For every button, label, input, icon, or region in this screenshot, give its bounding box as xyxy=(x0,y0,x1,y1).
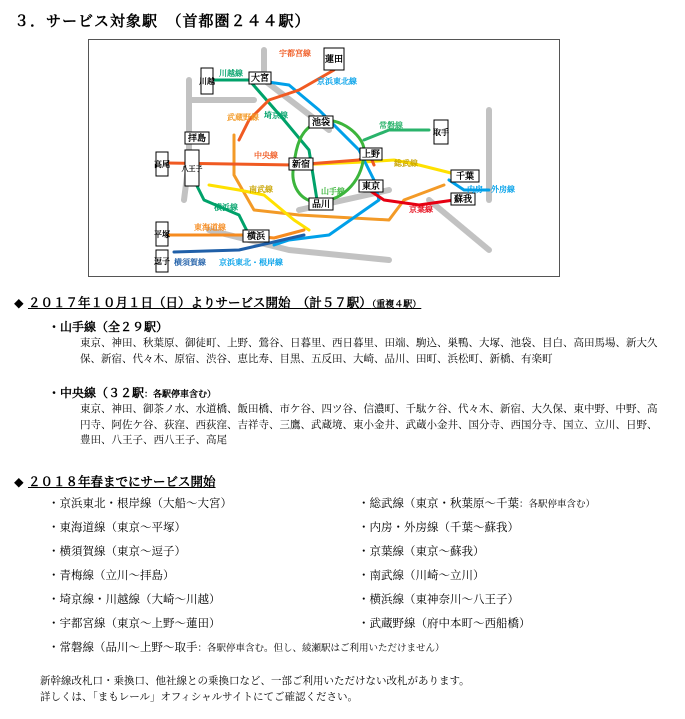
yamanote-stations: 東京、神田、秋葉原、御徒町、上野、鶯谷、日暮里、西日暮里、田端、駒込、巣鴨、大塚、池袋、目白、高田馬場、新大久保、新宿、代々木、原宿、渋谷、恵比寿、目黒、五反田、大崎、品川、田町、浜松町、新橋、有楽町 xyxy=(80,337,658,365)
route-left-5: ・宇都宮線（東京～上野～蓮田） xyxy=(48,616,221,630)
label-yamanote: 山手線 xyxy=(321,187,345,196)
section1-heading xyxy=(14,293,421,311)
joban-line xyxy=(364,130,429,140)
route-left-1: ・東海道線（東京～平塚） xyxy=(48,520,186,534)
yamanote-heading: ・山手線（全２９駅） xyxy=(48,320,169,334)
route-joban-note: ：各駅停車含む。但し、綾瀬駅はご利用いただけません） xyxy=(197,643,445,654)
chuo-stations: 東京、神田、御茶ノ水、水道橋、飯田橋、市ケ谷、四ツ谷、信濃町、千駄ケ谷、代々木、新宿、大久保、東中野、中野、高円寺、阿佐ケ谷、荻窪、西荻窪、吉祥寺、三鷹、武蔵境、東小金井、武蔵小金井、国分寺、西国分寺、国立、立川、日野、豊田、八王子、西八王子、高尾 xyxy=(80,403,658,446)
route-right-0-note: ：各駅停車含む） xyxy=(519,499,596,510)
station-tokyo: 東京 xyxy=(361,182,381,192)
station-chiba: 千葉 xyxy=(455,172,475,182)
station-ikebukuro: 池袋 xyxy=(311,118,331,128)
section2-heading-text: ２０１８年春までにサービス開始 xyxy=(27,474,216,489)
label-keihin-tohoku: 京浜東北線 xyxy=(317,77,357,86)
chuo-heading-note: ：各駅停車含む） xyxy=(144,390,217,400)
chuo-heading: ・中央線（３２駅：各駅停車含む） xyxy=(48,386,217,400)
route-joban: ・常磐線（品川～上野～取手：各駅停車含む。但し、綾瀬駅はご利用いただけません） xyxy=(48,640,445,654)
note-website: 詳しくは、「まもレール」オフィシャルサイトにてご確認ください。 xyxy=(40,691,358,703)
station-zushi: 逗子 xyxy=(154,257,170,266)
label-joban: 常磐線 xyxy=(379,121,403,130)
section1-count-note: （重複４駅） xyxy=(371,300,422,310)
label-kawagoe: 川越線 xyxy=(219,69,243,78)
station-shinagawa: 品川 xyxy=(311,200,331,210)
label-utsunomiya: 宇都宮線 xyxy=(279,49,311,58)
grey-line-se xyxy=(429,200,489,250)
route-right-2: ・京葉線（東京～蘇我） xyxy=(358,544,485,558)
station-hachioji: 八王子 xyxy=(181,165,203,173)
section1-heading-text: ２０１７年１０月１日（日）よりサービス開始 （計５７駅）（重複４駅） xyxy=(27,295,422,310)
station-haijima: 拝島 xyxy=(187,134,207,144)
label-yokosuka: 横須賀線 xyxy=(174,258,206,267)
note-gates: 新幹線改札口・乗換口、他社線との乗換口など、一部ご利用いただけない改札があります。 xyxy=(40,675,470,687)
label-saikyo: 埼京線 xyxy=(264,111,288,120)
route-right-4: ・横浜線（東神奈川～八王子） xyxy=(358,592,519,606)
route-left-4: ・埼京線・川越線（大崎～川越） xyxy=(48,592,221,606)
route-right-3: ・南武線（川崎～立川） xyxy=(358,568,485,582)
diamond-bullet-icon: ◆ xyxy=(14,295,24,310)
route-right-5: ・武蔵野線（府中本町～西船橋） xyxy=(358,616,531,630)
station-takao: 高尾 xyxy=(154,160,170,169)
label-musashino: 武蔵野線 xyxy=(227,113,259,122)
label-sobu: 総武線 xyxy=(394,159,418,168)
station-shinjuku: 新宿 xyxy=(291,160,311,170)
station-hiratsuka: 平塚 xyxy=(154,230,170,239)
label-nambu: 南武線 xyxy=(249,185,273,194)
label-tokaido: 東海道線 xyxy=(194,223,226,232)
label-chuo: 中央線 xyxy=(254,151,278,160)
page-title: ３．サービス対象駅 （首都圏２４４駅） xyxy=(14,12,311,30)
label-boso: 内房・外房線 xyxy=(467,185,515,194)
station-omiya: 大宮 xyxy=(250,74,270,84)
station-kawagoe: 川越 xyxy=(199,77,215,86)
station-ueno: 上野 xyxy=(361,150,381,160)
route-left-2: ・横須賀線（東京～逗子） xyxy=(48,544,186,558)
label-keihin-negishi: 京浜東北・根岸線 xyxy=(219,258,283,267)
route-left-0: ・京浜東北・根岸線（大船～大宮） xyxy=(48,496,232,510)
station-hasuda: 蓮田 xyxy=(324,55,344,65)
route-left-3: ・青梅線（立川～拝島） xyxy=(48,568,175,582)
station-yokohama: 横浜 xyxy=(246,232,266,242)
route-map xyxy=(88,39,560,277)
station-toride: 取手 xyxy=(433,128,449,137)
section1-count: （計５７駅） xyxy=(303,295,372,310)
section2-heading xyxy=(14,472,216,490)
label-keiyo: 京葉線 xyxy=(409,205,433,214)
label-yokohama: 横浜線 xyxy=(214,203,238,212)
diamond-bullet-icon: ◆ xyxy=(14,474,24,489)
station-soga: 蘇我 xyxy=(453,195,473,205)
route-right-0: ・総武線（東京・秋葉原～千葉：各駅停車含む） xyxy=(358,496,596,510)
route-right-1: ・内房・外房線（千葉～蘇我） xyxy=(358,520,519,534)
